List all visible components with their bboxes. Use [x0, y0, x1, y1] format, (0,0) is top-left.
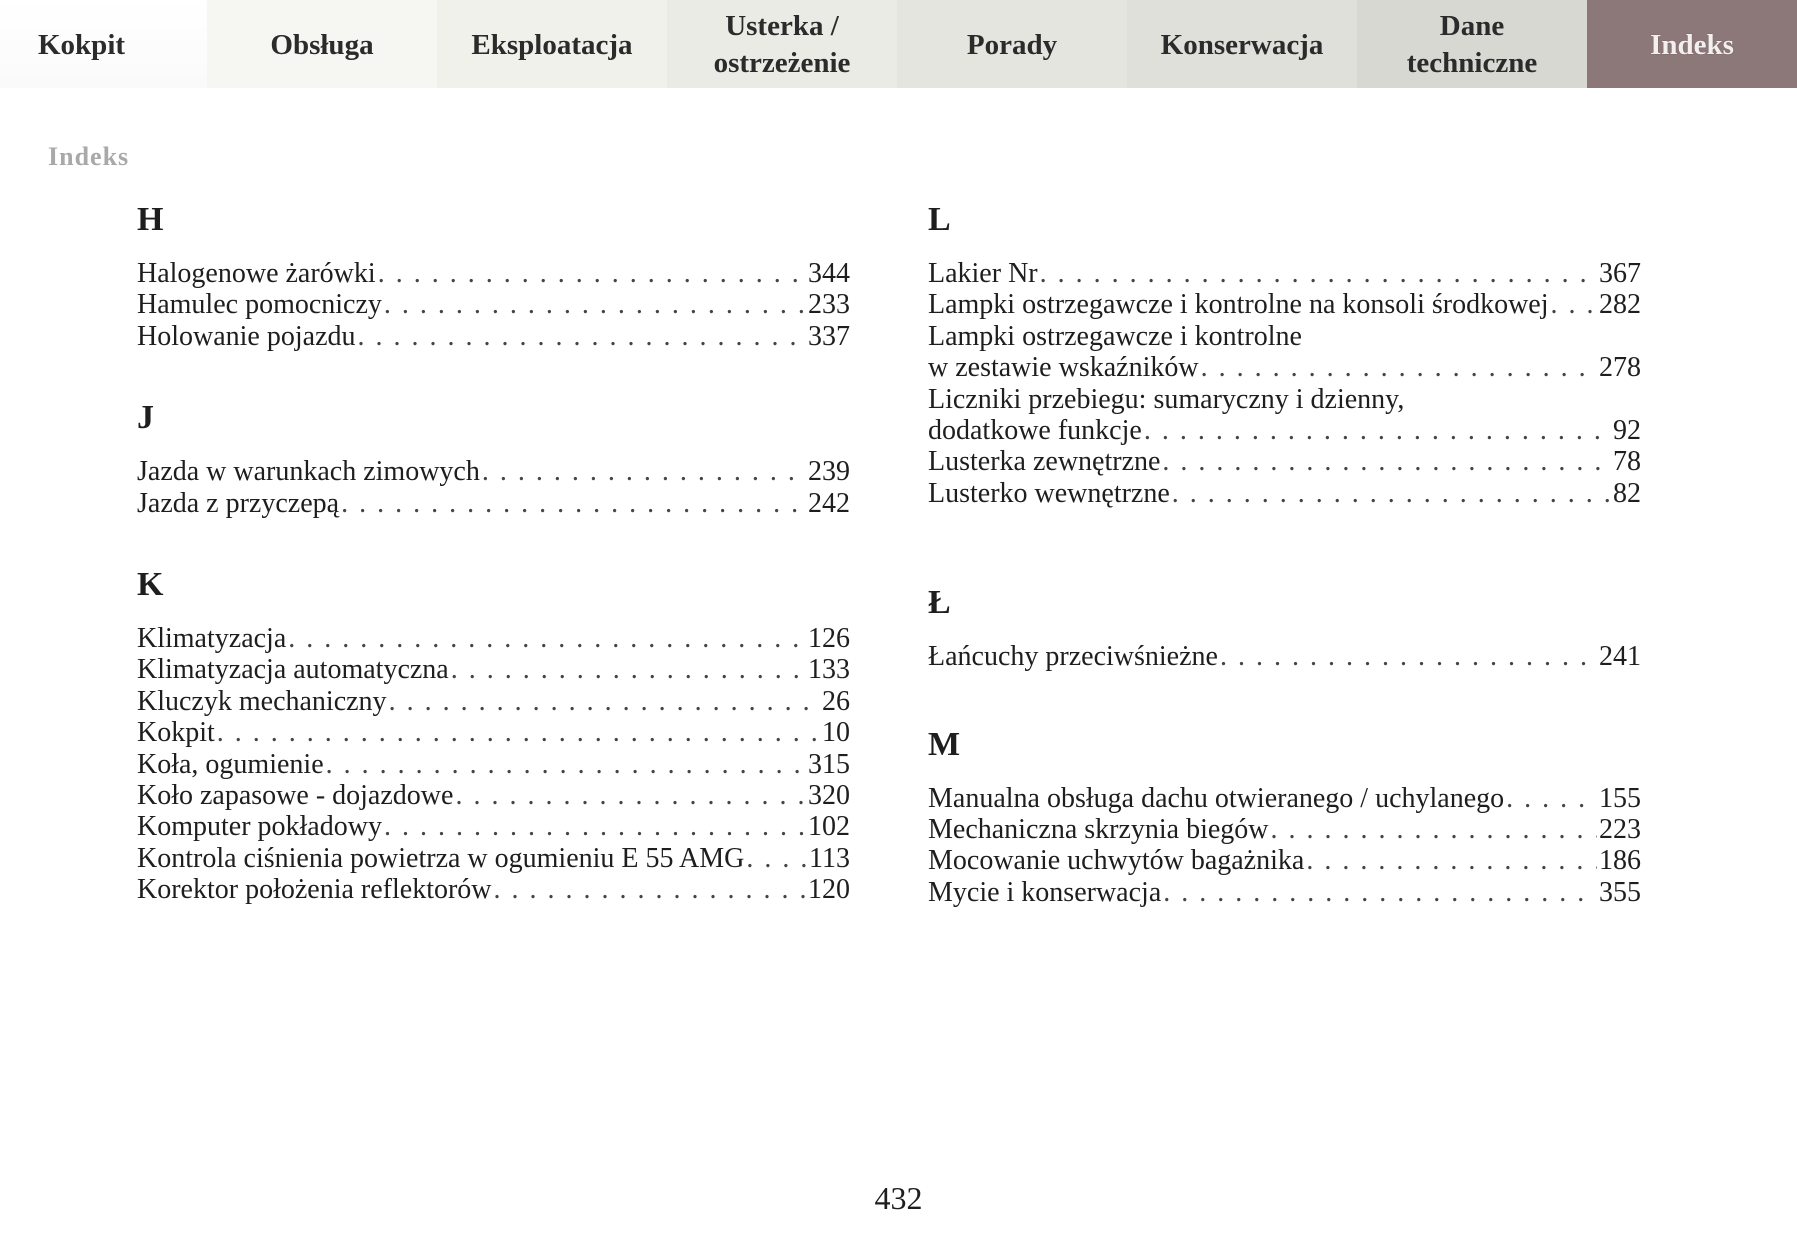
entry-text: Korektor położenia reflektorów — [137, 874, 492, 906]
entry-text: Jazda w warunkach zimowych — [137, 456, 480, 488]
entry-page: 344 — [808, 258, 850, 289]
entry-text: Kluczyk mechaniczny — [137, 685, 387, 717]
tab-label: Porady — [966, 28, 1058, 61]
chapter-tabs — [0, 0, 1797, 88]
index-letter: H — [137, 201, 164, 238]
entry-text-first-line: Liczniki przebiegu: sumaryczny i dzienny, — [928, 383, 1405, 415]
entry-page: 337 — [808, 320, 850, 352]
index-entry[interactable] — [928, 845, 1641, 876]
tab-label: Indeks — [1650, 28, 1734, 61]
index-entry[interactable] — [137, 811, 850, 842]
index-entry[interactable] — [928, 641, 1641, 672]
entry-text: Manualna obsługa dachu otwieranego / uchylanego — [928, 782, 1505, 814]
index-entry[interactable] — [928, 289, 1641, 320]
entry-text: Klimatyzacja automatyczna — [137, 654, 449, 686]
index-entry[interactable] — [137, 488, 850, 519]
entry-page: 120 — [808, 874, 850, 906]
entry-page: 155 — [1599, 782, 1641, 814]
index-entry[interactable] — [137, 686, 850, 717]
index-group-j — [137, 398, 850, 519]
entry-page: 10 — [822, 717, 850, 749]
entry-text: Kokpit — [137, 717, 215, 749]
entry-text: Kontrola ciśnienia powietrza w ogumieniu E 55 AMG — [137, 842, 745, 874]
index-entry[interactable] — [928, 814, 1641, 845]
tab-label: Dane — [1439, 10, 1505, 42]
index-entry[interactable] — [928, 352, 1641, 383]
tab-kokpit[interactable] — [0, 0, 207, 88]
entry-text: dodatkowe funkcje — [928, 415, 1142, 447]
entry-page: 242 — [808, 487, 850, 519]
tab-eksploatacja[interactable] — [437, 0, 667, 88]
index-group-k — [137, 565, 850, 906]
entry-page: 239 — [808, 456, 850, 488]
entry-text: Jazda z przyczepą — [137, 487, 340, 519]
tab-usterka[interactable] — [667, 0, 897, 88]
entry-page: 223 — [1599, 814, 1641, 846]
entry-page: 233 — [808, 289, 850, 321]
tab-indeks[interactable] — [1587, 0, 1797, 88]
index-entry[interactable] — [137, 780, 850, 811]
entry-text: Lusterko wewnętrzne — [928, 477, 1170, 509]
entry-page: 82 — [1613, 477, 1641, 509]
entry-text: Łańcuchy przeciwśnieżne — [928, 641, 1218, 673]
index-group-h — [137, 200, 850, 352]
entry-page: 102 — [808, 811, 850, 843]
entry-page: 26 — [822, 685, 850, 717]
index-entry[interactable] — [928, 446, 1641, 477]
tab-label: techniczne — [1406, 47, 1538, 79]
entry-page: 133 — [808, 654, 850, 686]
index-entry[interactable] — [137, 874, 850, 905]
index-entry[interactable] — [137, 749, 850, 780]
entry-text: Lampki ostrzegawcze i kontrolne na konsoli środkowej — [928, 289, 1549, 321]
index-letter: J — [137, 399, 154, 437]
index-entry[interactable] — [928, 415, 1641, 446]
entry-text: Lusterka zewnętrzne — [928, 446, 1161, 478]
entry-page: 367 — [1599, 258, 1641, 289]
index-column-left — [137, 200, 850, 952]
entry-text: Lakier Nr — [928, 258, 1038, 289]
tab-label: Konserwacja — [1160, 28, 1324, 61]
index-group-m — [928, 725, 1641, 909]
entry-page: 113 — [809, 842, 850, 874]
index-entry[interactable] — [137, 843, 850, 874]
index-letter: K — [137, 566, 164, 604]
entry-page: 315 — [808, 748, 850, 780]
entry-page: 320 — [808, 780, 850, 812]
entry-text: Koła, ogumienie — [137, 748, 324, 780]
entry-page: 278 — [1599, 352, 1641, 384]
index-entry[interactable] — [137, 321, 850, 352]
entry-page: 186 — [1599, 845, 1641, 877]
entry-text: w zestawie wskaźników — [928, 352, 1199, 384]
tab-obsluga[interactable] — [207, 0, 437, 88]
index-entry[interactable] — [137, 717, 850, 748]
index-entry[interactable] — [928, 258, 1641, 289]
entry-text: Halogenowe żarówki — [137, 258, 376, 289]
tab-label: Usterka / — [725, 10, 839, 42]
entry-page: 78 — [1613, 446, 1641, 478]
entry-text: Hamulec pomocniczy — [137, 289, 382, 321]
entry-text: Mocowanie uchwytów bagażnika — [928, 845, 1305, 877]
tab-konserwacja[interactable] — [1127, 0, 1357, 88]
tab-dane-techniczne[interactable] — [1357, 0, 1587, 88]
tab-label: ostrzeżenie — [713, 47, 851, 79]
index-entry[interactable] — [137, 623, 850, 654]
index-entry[interactable] — [928, 783, 1641, 814]
page-number: 432 — [874, 1180, 923, 1216]
entry-text: Mechaniczna skrzynia biegów — [928, 814, 1269, 846]
index-letter: L — [928, 201, 951, 238]
section-label: Indeks — [48, 142, 130, 171]
entry-page: 282 — [1599, 289, 1641, 321]
index-group-l — [928, 200, 1641, 509]
index-group-l-stroke — [928, 583, 1641, 672]
index-entry[interactable] — [928, 877, 1641, 908]
tab-porady[interactable] — [897, 0, 1127, 88]
entry-text: Koło zapasowe - dojazdowe — [137, 780, 454, 812]
entry-page: 241 — [1599, 641, 1641, 673]
index-letter: M — [928, 725, 961, 763]
entry-text: Holowanie pojazdu — [137, 320, 356, 352]
entry-text: Komputer pokładowy — [137, 811, 382, 843]
index-entry[interactable] — [137, 654, 850, 685]
entry-text-first-line: Lampki ostrzegawcze i kontrolne — [928, 320, 1302, 352]
index-column-right — [928, 200, 1641, 954]
index-entry[interactable] — [137, 456, 850, 487]
tab-label: Obsługa — [270, 28, 374, 61]
entry-page: 92 — [1613, 415, 1641, 447]
entry-text: Klimatyzacja — [137, 623, 287, 655]
entry-page: 355 — [1599, 876, 1641, 908]
tab-label: Kokpit — [38, 28, 126, 61]
index-entry[interactable] — [137, 258, 850, 289]
index-entry[interactable] — [137, 289, 850, 320]
tab-label: Eksploatacja — [471, 28, 633, 61]
entry-text: Mycie i konserwacja — [928, 876, 1162, 908]
index-letter: Ł — [928, 584, 951, 622]
index-entry[interactable] — [928, 478, 1641, 509]
entry-page: 126 — [808, 623, 850, 655]
